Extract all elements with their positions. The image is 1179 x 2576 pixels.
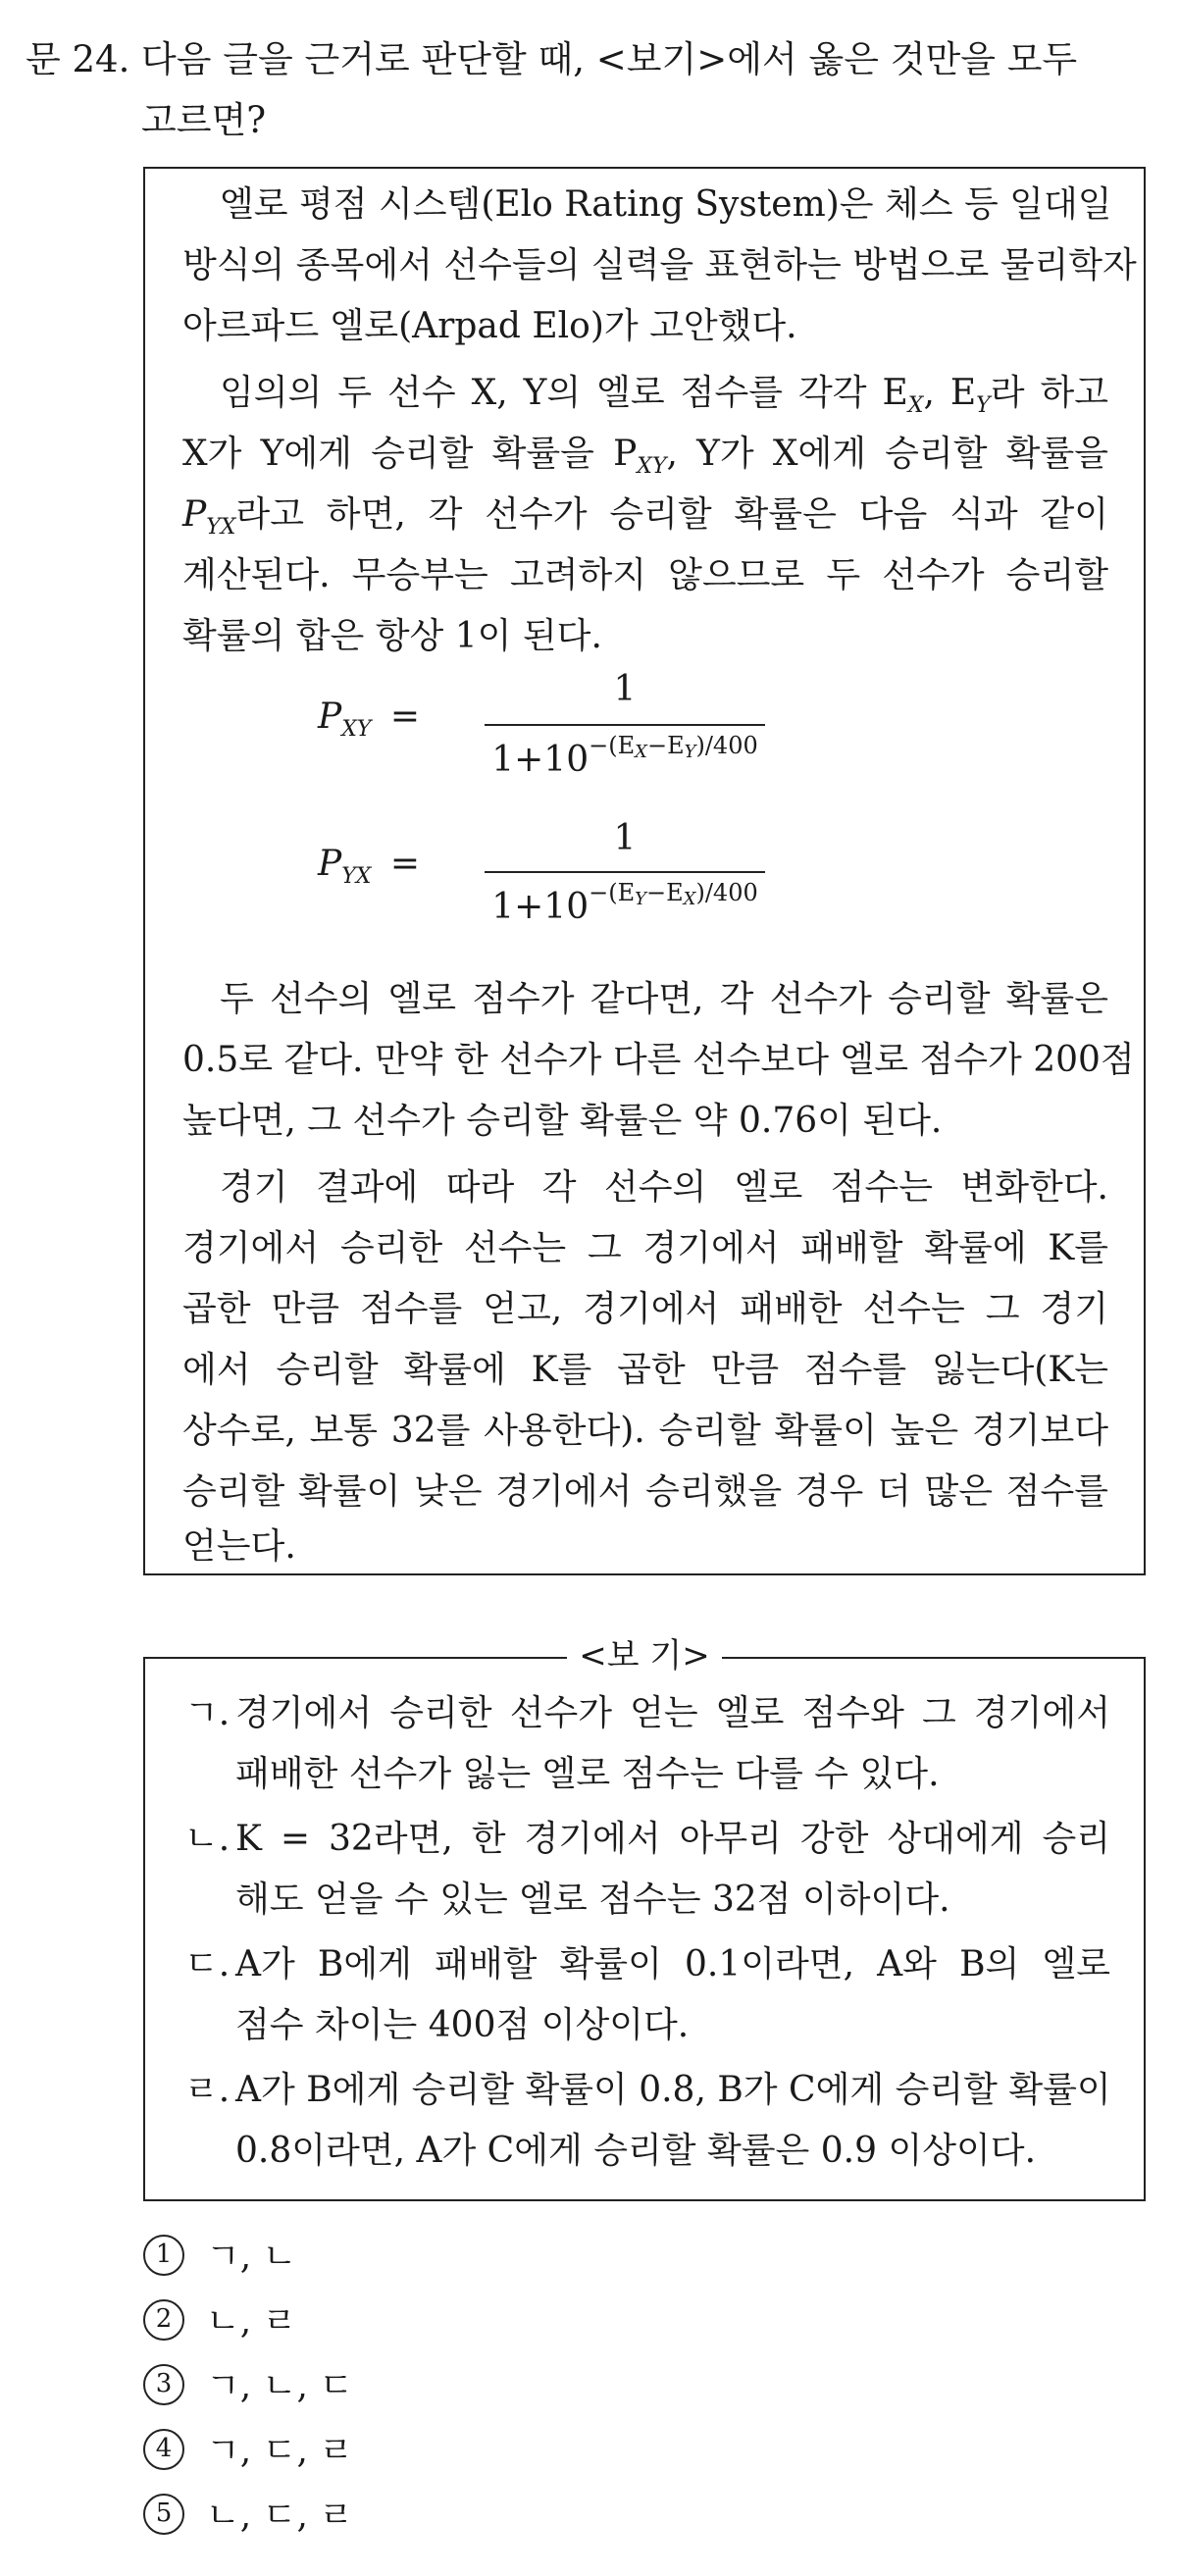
passage-line: 얻는다. — [182, 1526, 296, 1567]
choice-number: 3 — [143, 2364, 184, 2405]
choice-text: ㄱ, ㄴ — [206, 2237, 297, 2277]
passage-line: 엘로 평점 시스템(Elo Rating System)은 체스 등 일대일 — [220, 184, 1112, 225]
bogi-title: <보 기> — [579, 1636, 710, 1675]
bogi-mark: ㄷ. — [184, 1944, 231, 1984]
passage-line: 두 선수의 엘로 점수가 같다면, 각 선수가 승리할 확률은 — [220, 979, 1108, 1019]
question-number: 문 24. — [26, 38, 130, 80]
passage-line-with-vars: X가 Y에게 승리할 확률을 $P_{XY}$, Y가 X에게 승리할 확률을 — [182, 434, 1108, 479]
passage-line: 아르파드 엘로(Arpad Elo)가 고안했다. — [182, 306, 797, 346]
bogi-item-line: 경기에서 승리한 선수가 얻는 엘로 점수와 그 경기에서 — [235, 1693, 1110, 1733]
passage-line-with-vars: $P_{YX}$라고 하면, 각 선수가 승리할 확률은 다음 식과 같이 — [182, 494, 1108, 540]
choice-5[interactable] — [143, 2488, 353, 2539]
bogi-mark: ㄱ. — [184, 1693, 231, 1733]
choice-number: 1 — [143, 2235, 184, 2276]
bogi-item-line: A가 B에게 승리할 확률이 0.8, B가 C에게 승리할 확률이 — [235, 2070, 1111, 2110]
choice-text: ㄱ, ㄴ, ㄷ — [206, 2366, 354, 2406]
choice-2[interactable] — [143, 2293, 296, 2344]
choice-1[interactable] — [143, 2229, 296, 2280]
bogi-mark: ㄴ. — [184, 1819, 231, 1859]
choice-text: ㄱ, ㄷ, ㄹ — [206, 2431, 354, 2471]
passage-line: 경기에서 승리한 선수는 그 경기에서 패배할 확률에 K를 — [182, 1228, 1108, 1268]
choice-number: 5 — [143, 2494, 184, 2535]
passage-line: 경기 결과에 따라 각 선수의 엘로 점수는 변화한다. — [220, 1167, 1108, 1208]
passage-line: 높다면, 그 선수가 승리할 확률은 약 0.76이 된다. — [182, 1101, 943, 1141]
formula-pxy: $P_{XY}$ = — [318, 696, 421, 742]
bogi-item-line: 패배한 선수가 잃는 엘로 점수는 다를 수 있다. — [235, 1754, 940, 1794]
choice-text: ㄴ, ㄷ, ㄹ — [206, 2496, 354, 2536]
passage-line: 계산된다. 무승부는 고려하지 않으므로 두 선수가 승리할 — [182, 555, 1108, 595]
passage-line: 승리할 확률이 낮은 경기에서 승리했을 경우 더 많은 점수를 — [182, 1471, 1108, 1512]
choice-number: 4 — [143, 2429, 184, 2470]
passage-line: 상수로, 보통 32를 사용한다). 승리할 확률이 높은 경기보다 — [182, 1411, 1108, 1451]
bogi-item-line: 0.8이라면, A가 C에게 승리할 확률은 0.9 이상이다. — [235, 2131, 1037, 2171]
question-text-line-2: 고르면? — [141, 99, 267, 141]
passage-line: 방식의 종목에서 선수들의 실력을 표현하는 방법으로 물리학자 — [182, 245, 1137, 285]
bogi-item-line: A가 B에게 패배할 확률이 0.1이라면, A와 B의 엘로 — [235, 1944, 1110, 1984]
choice-text: ㄴ, ㄹ — [206, 2301, 297, 2342]
choice-3[interactable] — [143, 2358, 353, 2409]
passage-line: 0.5로 같다. 만약 한 선수가 다른 선수보다 엘로 점수가 200점 — [182, 1040, 1135, 1080]
bogi-box — [143, 1658, 1146, 2201]
choice-number: 2 — [143, 2299, 184, 2341]
formula-pyx-numerator: 1 — [613, 818, 637, 858]
formula-pyx: $P_{YX}$ = — [318, 844, 421, 889]
passage-line: 에서 승리할 확률에 K를 곱한 만큼 점수를 잃는다(K는 — [182, 1350, 1108, 1390]
formula-pyx-bar — [485, 871, 765, 873]
passage-line-with-vars: 임의의 두 선수 X, Y의 엘로 점수를 각각 $E_X$, $E_Y$라 하고 — [220, 373, 1108, 418]
passage-line: 확률의 합은 항상 1이 된다. — [182, 616, 602, 656]
formula-pyx-denominator: $1+10^{-(EY-EX)/400}$ — [491, 879, 758, 927]
passage-box — [143, 167, 1146, 1575]
formula-pxy-bar — [485, 724, 765, 726]
formula-pxy-numerator: 1 — [613, 669, 637, 709]
choice-4[interactable] — [143, 2423, 353, 2474]
formula-pxy-denominator: $1+10^{-(EX-EY)/400}$ — [491, 732, 758, 780]
bogi-mark: ㄹ. — [184, 2070, 231, 2110]
bogi-item-line: 해도 얻을 수 있는 엘로 점수는 32점 이하이다. — [235, 1880, 950, 1920]
bogi-item-line: K = 32라면, 한 경기에서 아무리 강한 상대에게 승리 — [235, 1819, 1110, 1859]
question-text-line-1: 다음 글을 근거로 판단할 때, <보기>에서 옳은 것만을 모두 — [141, 38, 1078, 80]
bogi-item-line: 점수 차이는 400점 이상이다. — [235, 2005, 690, 2045]
passage-line: 곱한 만큼 점수를 얻고, 경기에서 패배한 선수는 그 경기 — [182, 1289, 1108, 1329]
